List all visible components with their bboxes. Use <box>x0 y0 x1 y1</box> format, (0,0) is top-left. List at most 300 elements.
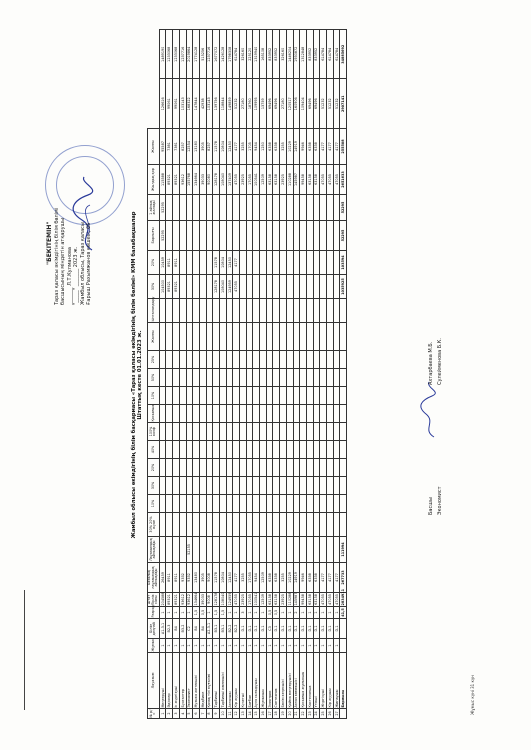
column-header: 100% коэф <box>148 423 160 441</box>
table-cell <box>340 405 347 423</box>
table-cell <box>293 195 300 221</box>
table-cell: 1 <box>166 607 173 619</box>
table-cell <box>326 221 333 251</box>
table-cell: 17055 <box>247 594 252 605</box>
table-cell: 47055 <box>334 594 339 605</box>
table-cell: 225120 <box>246 30 253 80</box>
table-cell <box>333 299 340 323</box>
table-cell <box>219 477 226 495</box>
table-cell: 134664 <box>193 165 200 195</box>
table-cell <box>219 195 226 221</box>
table-cell <box>320 275 327 299</box>
table-cell <box>326 459 333 477</box>
table-cell: 3255 <box>280 129 287 165</box>
table-cell <box>326 275 333 299</box>
table-cell <box>240 351 247 369</box>
table-cell <box>313 195 320 221</box>
table-row <box>233 30 240 719</box>
table-cell: 1774128 <box>193 30 200 80</box>
table-cell: 1 <box>240 639 247 653</box>
table-cell <box>326 323 333 351</box>
table-cell <box>193 537 200 563</box>
table-cell <box>313 221 320 251</box>
table-cell <box>340 495 347 513</box>
table-cell <box>166 369 173 387</box>
table-cell <box>320 251 327 275</box>
table-cell: 1 <box>266 639 273 653</box>
table-cell <box>226 423 233 441</box>
table-cell: 1 <box>260 607 267 619</box>
table-cell: 12450 <box>226 251 233 275</box>
table-cell: 204588 <box>160 592 165 606</box>
table-cell <box>179 441 186 459</box>
table-cell <box>179 275 186 299</box>
table-cell: А2-3-1 <box>206 619 213 639</box>
table-cell <box>300 441 307 459</box>
column-header: Барлығы <box>148 221 160 251</box>
table-cell <box>226 299 233 323</box>
table-cell <box>273 369 280 387</box>
table-cell: 8911 <box>166 251 173 275</box>
table-cell <box>300 251 307 275</box>
table-cell <box>266 323 273 351</box>
table-cell <box>240 495 247 513</box>
table-cell: 1 <box>173 607 180 619</box>
table-cell <box>166 459 173 477</box>
column-header: Штат бірлік саны <box>147 594 159 605</box>
table-cell: 47055 <box>234 594 239 605</box>
table-cell <box>159 387 166 405</box>
table-cell <box>219 537 226 563</box>
table-cell: 1 <box>186 639 193 653</box>
column-header: 30% 20% жуан <box>148 513 160 537</box>
table-cell <box>159 441 166 459</box>
table-cell: 10804 <box>219 129 226 165</box>
table-cell <box>300 275 307 299</box>
table-cell: 115588 <box>159 165 166 195</box>
table-cell: 1446204 <box>286 30 293 80</box>
table-row <box>280 30 287 719</box>
table-cell: В4 <box>193 619 200 639</box>
table-cell: 89321 <box>166 165 173 195</box>
table-cell <box>326 351 333 369</box>
position-name: Жұмысшы <box>260 653 267 709</box>
table-cell: 63158 <box>267 594 272 605</box>
table-cell <box>246 513 253 537</box>
table-cell <box>253 195 260 221</box>
table-cell <box>213 423 220 441</box>
table-cell: 51232 <box>320 79 327 129</box>
table-cell <box>246 351 253 369</box>
table-cell <box>300 369 307 387</box>
table-cell <box>286 441 293 459</box>
table-cell <box>333 537 340 563</box>
head-role: Басшы <box>428 497 434 515</box>
table-cell <box>213 495 220 513</box>
position-name: Музыка жетекшісі <box>193 653 200 709</box>
table-cell <box>313 369 320 387</box>
table-cell <box>313 299 320 323</box>
table-cell <box>306 441 313 459</box>
table-cell <box>159 351 166 369</box>
table-cell: 165108 <box>260 30 267 80</box>
table-cell: 8257 <box>179 129 186 165</box>
table-cell: 17055 <box>246 165 253 195</box>
table-cell <box>306 495 313 513</box>
table-cell: 51232 <box>333 79 340 129</box>
table-row <box>300 30 307 719</box>
table-cell: 8911 <box>166 563 173 593</box>
table-cell: 100541 <box>253 165 260 195</box>
table-cell: D-1 <box>333 619 340 639</box>
table-cell <box>320 351 327 369</box>
table-cell: 47055 <box>233 275 240 299</box>
table-cell: 69496 <box>306 79 313 129</box>
table-cell: 1 <box>333 607 340 619</box>
row-number: 22 <box>300 709 307 719</box>
approval-title: "БЕКІТЕМІН" <box>46 221 53 265</box>
table-cell: D-1 <box>326 619 333 639</box>
table-cell <box>193 423 200 441</box>
table-cell: 34885692 <box>340 30 347 80</box>
table-cell <box>179 405 186 423</box>
table-cell <box>226 369 233 387</box>
table-cell <box>233 323 240 351</box>
table-cell: 4177 <box>333 129 340 165</box>
table-cell <box>186 513 193 537</box>
table-row <box>159 30 166 719</box>
column-header: 30% <box>148 477 160 495</box>
table-cell: 51232 <box>326 79 333 129</box>
table-cell: 63158 <box>274 594 279 605</box>
table-cell: 108040 <box>219 165 226 195</box>
table-cell <box>246 477 253 495</box>
table-cell <box>246 221 253 251</box>
table-cell: 10804 <box>219 251 226 275</box>
table-cell: 128178 <box>214 592 219 606</box>
table-cell <box>326 369 333 387</box>
table-cell: D-1 <box>273 619 280 639</box>
column-header: Базалық лауазымдық айлықақы <box>148 563 160 593</box>
table-cell <box>293 459 300 477</box>
title-line-2: Штаттық кесте 01.01.2023 ж. <box>137 330 143 420</box>
table-header-row <box>148 30 160 719</box>
table-cell: 69496 <box>266 79 273 129</box>
table-row <box>186 30 193 719</box>
position-name: Медбике <box>199 653 206 709</box>
table-cell <box>320 477 327 495</box>
table-cell: С3 <box>266 619 273 639</box>
table-cell: 1 <box>273 639 280 653</box>
table-cell <box>193 387 200 405</box>
table-cell: 833952 <box>306 30 313 80</box>
table-cell <box>240 387 247 405</box>
table-cell <box>340 423 347 441</box>
table-cell: 1489190 <box>159 30 166 80</box>
table-cell <box>293 423 300 441</box>
table-cell: 1 <box>173 639 180 653</box>
column-header: № р/с <box>148 709 160 719</box>
table-cell: 4177 <box>233 563 240 593</box>
table-cell <box>306 423 313 441</box>
table-cell <box>219 405 226 423</box>
table-cell <box>186 369 193 387</box>
table-cell <box>226 441 233 459</box>
table-cell <box>293 513 300 537</box>
head-name: Ахтарбаева М.Б. <box>428 341 434 385</box>
table-cell <box>206 251 213 275</box>
position-name: Тәрбиеші көмекшісі <box>219 653 226 709</box>
table-cell <box>313 423 320 441</box>
position-name: Меңгеруші <box>159 653 166 709</box>
table-cell: 27180 <box>280 79 287 129</box>
table-cell: 255508 <box>340 129 347 165</box>
position-name: Бухгалтер <box>179 653 186 709</box>
approval-line: Ғарыш Рахымжанов көшесі, 66 <box>86 222 92 305</box>
table-cell <box>253 369 260 387</box>
table-cell <box>173 477 180 495</box>
table-cell <box>260 405 267 423</box>
table-cell <box>260 351 267 369</box>
table-cell: 3255 <box>240 563 247 593</box>
table-cell <box>240 423 247 441</box>
table-cell: 63158 <box>314 594 319 605</box>
position-name: Аула сыпырушы <box>253 653 260 709</box>
table-cell <box>166 537 173 563</box>
table-cell: 13180 <box>193 129 200 165</box>
table-cell <box>206 459 213 477</box>
table-cell <box>206 405 213 423</box>
table-cell <box>253 387 260 405</box>
table-cell <box>333 441 340 459</box>
table-cell <box>333 221 340 251</box>
table-cell: 52295 <box>340 195 347 221</box>
position-name: Аспазшы <box>226 653 233 709</box>
table-cell <box>280 537 287 563</box>
table-cell: 124959 <box>227 592 232 606</box>
table-cell <box>280 369 287 387</box>
column-header: 25% <box>148 351 160 369</box>
table-cell <box>186 275 193 299</box>
row-number: 9 <box>213 709 220 719</box>
table-cell <box>266 275 273 299</box>
table-cell <box>206 323 213 351</box>
row-number: 1 <box>159 709 166 719</box>
table-cell <box>179 299 186 323</box>
table-cell: 2834911 <box>341 588 346 606</box>
table-row <box>193 30 200 719</box>
table-cell <box>213 221 220 251</box>
table-cell <box>173 387 180 405</box>
table-cell <box>320 387 327 405</box>
table-cell <box>286 477 293 495</box>
table-cell <box>260 323 267 351</box>
table-cell: 326160 <box>240 30 247 80</box>
table-cell <box>173 513 180 537</box>
table-row <box>206 30 213 719</box>
table-cell <box>340 299 347 323</box>
table-cell: 145987 <box>293 165 300 195</box>
table-cell <box>273 459 280 477</box>
table-cell <box>313 495 320 513</box>
table-cell <box>186 299 193 323</box>
table-cell: 1705 <box>246 129 253 165</box>
table-cell <box>306 323 313 351</box>
row-number: 10 <box>219 709 226 719</box>
table-cell: А1-3-1 <box>159 619 166 639</box>
table-cell <box>333 513 340 537</box>
head-signature-row <box>428 215 437 515</box>
table-cell: 1 <box>166 639 173 653</box>
table-cell <box>213 323 220 351</box>
table-cell: 1 <box>233 607 240 619</box>
approval-line: "_____" _______ 2023 ж. <box>73 246 79 305</box>
table-cell <box>193 441 200 459</box>
table-cell <box>173 405 180 423</box>
document-title <box>131 25 143 725</box>
table-cell: 1233068 <box>166 30 173 80</box>
column-header: 20% <box>148 459 160 477</box>
position-name: Сантехник <box>273 653 280 709</box>
table-cell <box>326 423 333 441</box>
table-cell <box>293 251 300 275</box>
table-cell: С2 <box>186 619 193 639</box>
table-cell <box>186 195 193 221</box>
table-cell <box>253 441 260 459</box>
table-cell <box>333 195 340 221</box>
row-number: 16 <box>260 709 267 719</box>
table-cell: 1 <box>253 607 260 619</box>
table-cell <box>280 275 287 299</box>
table-cell <box>286 323 293 351</box>
table-cell: 47055 <box>233 165 240 195</box>
table-cell <box>246 275 253 299</box>
table-cell: 47055 <box>327 594 332 605</box>
column-header: Білім деңгейі <box>148 619 160 639</box>
table-cell <box>340 441 347 459</box>
table-cell <box>186 477 193 495</box>
table-row <box>273 30 280 719</box>
table-cell <box>266 387 273 405</box>
table-cell: 139756 <box>213 79 220 129</box>
table-row <box>240 30 247 719</box>
table-cell <box>300 537 307 563</box>
table-cell: 833952 <box>266 30 273 80</box>
table-cell <box>213 299 220 323</box>
table-cell <box>313 275 320 299</box>
table-cell: 1 <box>280 639 287 653</box>
table-cell: 23925 <box>280 165 287 195</box>
table-cell <box>300 221 307 251</box>
column-header: 1 айлық жалақы <box>148 195 160 221</box>
table-cell <box>273 537 280 563</box>
table-cell <box>293 351 300 369</box>
economist-role: Экономист <box>437 486 443 515</box>
table-cell <box>213 369 220 387</box>
table-cell <box>166 195 173 221</box>
table-cell: 93612 <box>187 594 192 605</box>
table-cell <box>300 495 307 513</box>
table-cell: 1 <box>253 639 260 653</box>
table-cell: 6338 <box>273 129 280 165</box>
table-cell <box>333 251 340 275</box>
table-cell: 4177 <box>320 129 327 165</box>
table-cell: 1 <box>320 639 327 653</box>
position-name: Қойма меңгерушісі <box>286 653 293 709</box>
table-cell: 89321 <box>173 275 180 299</box>
table-cell <box>293 405 300 423</box>
table-cell <box>240 275 247 299</box>
table-cell: В2-3 <box>166 619 173 639</box>
table-cell <box>293 369 300 387</box>
table-cell: 3255 <box>280 563 287 593</box>
table-cell: 110288 <box>286 165 293 195</box>
table-cell <box>253 251 260 275</box>
table-cell: 1 <box>206 607 213 619</box>
table-body <box>159 30 346 719</box>
table-cell: 3 <box>240 607 247 619</box>
table-cell <box>173 351 180 369</box>
table-cell: В4 <box>173 619 180 639</box>
table-cell <box>213 405 220 423</box>
table-cell <box>159 459 166 477</box>
table-cell: 110288 <box>287 592 292 606</box>
table-cell: 0,5 <box>273 607 280 619</box>
table-cell <box>286 495 293 513</box>
table-cell <box>186 251 193 275</box>
table-cell: 52295 <box>340 221 347 251</box>
table-cell: 126616 <box>159 79 166 129</box>
table-cell <box>193 351 200 369</box>
table-cell: 1 <box>206 639 213 653</box>
table-cell <box>293 495 300 513</box>
table-cell <box>226 513 233 537</box>
table-cell: 155768 <box>186 165 193 195</box>
table-cell <box>260 195 267 221</box>
column-header: 40% <box>148 441 160 459</box>
table-cell <box>286 351 293 369</box>
position-name: Күзетші <box>240 653 247 709</box>
position-name: Экономист <box>186 653 193 709</box>
table-cell <box>240 195 247 221</box>
row-number: 15 <box>253 709 260 719</box>
table-cell <box>193 251 200 275</box>
table-cell <box>293 537 300 563</box>
table-cell <box>199 299 206 323</box>
table-cell <box>233 387 240 405</box>
table-cell: В2-2 <box>233 619 240 639</box>
table-cell: 149859 <box>226 79 233 129</box>
table-cell <box>193 221 200 251</box>
table-cell: 833952 <box>313 30 320 80</box>
table-cell <box>199 459 206 477</box>
table-cell: 11578 <box>213 251 220 275</box>
row-number: 26 <box>326 709 333 719</box>
table-row <box>260 30 267 719</box>
table-cell <box>199 495 206 513</box>
table-cell: 39033 <box>199 165 206 195</box>
table-cell: 1 <box>199 639 206 653</box>
table-cell: 108040 <box>220 592 225 606</box>
table-cell <box>253 513 260 537</box>
table-cell <box>159 405 166 423</box>
table-cell <box>273 477 280 495</box>
table-row <box>333 30 340 719</box>
table-cell <box>326 495 333 513</box>
table-cell: 51232 <box>233 79 240 129</box>
table-cell <box>253 405 260 423</box>
position-name: Жүргізуші <box>320 653 327 709</box>
